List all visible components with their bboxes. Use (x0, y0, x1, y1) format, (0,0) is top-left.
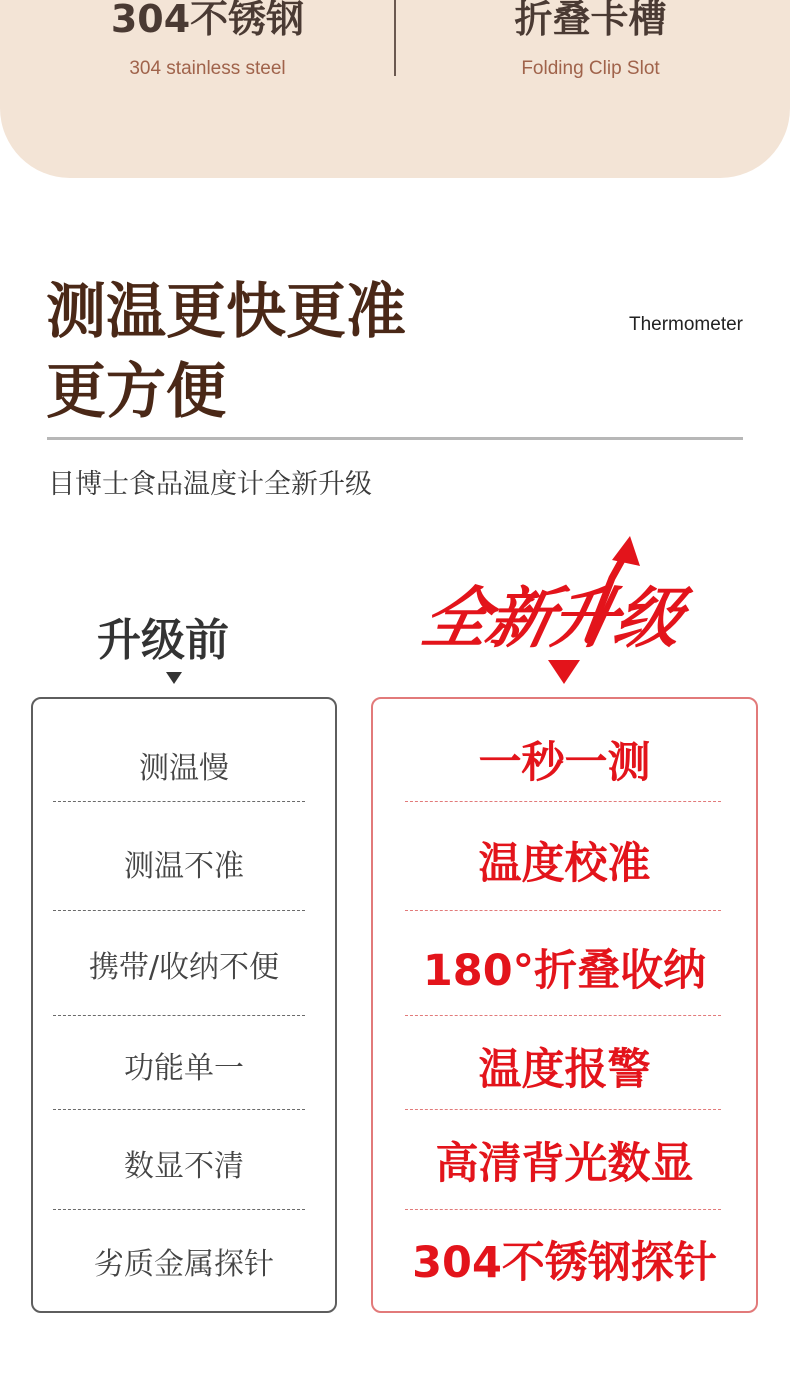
before-list (31, 697, 337, 1313)
row-divider (405, 1209, 721, 1210)
section-tag: Thermometer (628, 314, 743, 335)
feature-folding-title: 折叠卡槽 (514, 0, 667, 41)
row-divider (53, 801, 305, 802)
row-divider (53, 1109, 305, 1110)
before-item: 测温慢 (139, 751, 229, 786)
row-divider (405, 801, 721, 802)
row-divider (53, 1015, 305, 1016)
headline-line-2: 更方便 (46, 357, 226, 427)
section-subtitle: 目博士食品温度计全新升级 (48, 469, 372, 500)
top-banner (0, 0, 790, 178)
after-item: 304不锈钢探针 (412, 1238, 717, 1288)
row-divider (405, 1109, 721, 1110)
section-headline (46, 272, 406, 432)
row-divider (53, 1209, 305, 1210)
feature-stainless-title: 304不锈钢 (110, 0, 305, 41)
headline-line-1: 测温更快更准 (46, 277, 406, 347)
down-triangle-icon (166, 672, 182, 684)
after-item: 180°折叠收纳 (422, 946, 707, 996)
down-triangle-icon (548, 660, 580, 684)
after-item: 温度校准 (478, 839, 651, 889)
before-item: 携带/收纳不便 (88, 950, 280, 985)
row-divider (53, 910, 305, 911)
before-title: 升级前 (97, 615, 229, 666)
after-list (371, 697, 758, 1313)
after-item: 高清背光数显 (435, 1139, 694, 1189)
before-item: 数显不清 (124, 1149, 244, 1184)
row-divider (405, 910, 721, 911)
after-item: 一秒一测 (478, 738, 651, 788)
feature-stainless-subtitle: 304 stainless steel (129, 58, 286, 79)
before-item: 劣质金属探针 (94, 1247, 274, 1282)
section-divider (47, 437, 743, 440)
after-item: 温度报警 (478, 1045, 651, 1095)
row-divider (405, 1015, 721, 1016)
before-item: 测温不准 (124, 849, 244, 884)
after-title: 全新升级 (415, 580, 688, 657)
feature-folding-subtitle: Folding Clip Slot (521, 58, 660, 79)
before-item: 功能单一 (124, 1051, 244, 1086)
